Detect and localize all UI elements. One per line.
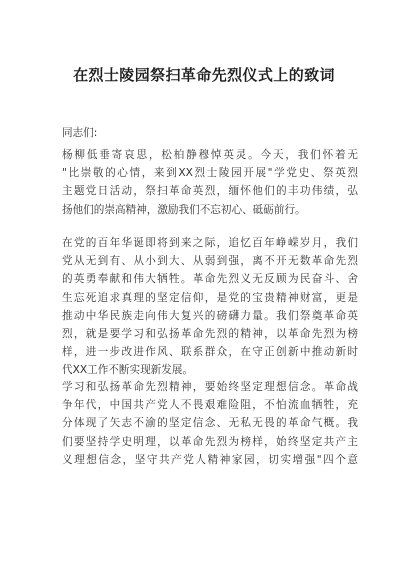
text-line: 样，进一步改进作风、联系群众，在守正创新中推动新时: [62, 346, 358, 359]
text-line: 的英勇奉献和伟大牺牲。革命先烈义无反顾为民奋斗、舍: [62, 273, 358, 286]
text-line: 杨柳低垂寄哀思，松柏静穆悼英灵。今天，我们怀着无: [62, 149, 358, 161]
greeting: [62, 124, 358, 142]
text-line: 党从无到有、从小到大、从弱到强，离不开无数革命先烈: [62, 255, 358, 268]
text-line: 学习和弘扬革命先烈精神，要始终坚定理想信念。革命战: [62, 381, 358, 393]
text-line: "比崇敬的心情，来到XX烈士陵园开展"学党史、祭英烈: [62, 167, 358, 180]
text-line: 分体现了矢志不渝的坚定信念、无私无畏的革命气概。我: [62, 417, 358, 430]
text-line: 代XX工作不断实现新发展。: [62, 364, 194, 377]
text-line: 们要坚持学史明理，以革命先烈为榜样，始终坚定共产主: [62, 435, 358, 448]
document-title: 在烈士陵园祭扫革命先烈仪式上的致词: [73, 66, 335, 84]
paragraph-1: [62, 146, 358, 219]
text-line: 推动中华民族走向伟大复兴的磅礴力量。我们祭奠革命英: [62, 309, 358, 322]
text-line: 生忘死追求真理的坚定信仰，是党的宝贵精神财富，更是: [62, 291, 358, 304]
paragraph-3: [62, 378, 358, 469]
text-line: 在党的百年华诞即将到来之际，追忆百年峥嵘岁月，我们: [62, 237, 358, 249]
text-line: 主题党日活动，祭扫革命英烈，缅怀他们的丰功伟绩，弘: [62, 185, 358, 198]
text-line: 义理想信念，坚守共产党人精神家园，切实增强"四个意: [62, 453, 358, 466]
paragraph-2: [62, 234, 358, 380]
text-line: 争年代，中国共产党人不畏艰难险阻，不怕流血牺牲，充: [62, 399, 358, 412]
text-line: 烈，就是要学习和弘扬革命先烈的精神，以革命先烈为榜: [62, 327, 358, 340]
text-line: 扬他们的崇高精神，激励我们不忘初心、砥砺前行。: [62, 203, 306, 216]
greeting-line: 同志们:: [62, 127, 98, 139]
